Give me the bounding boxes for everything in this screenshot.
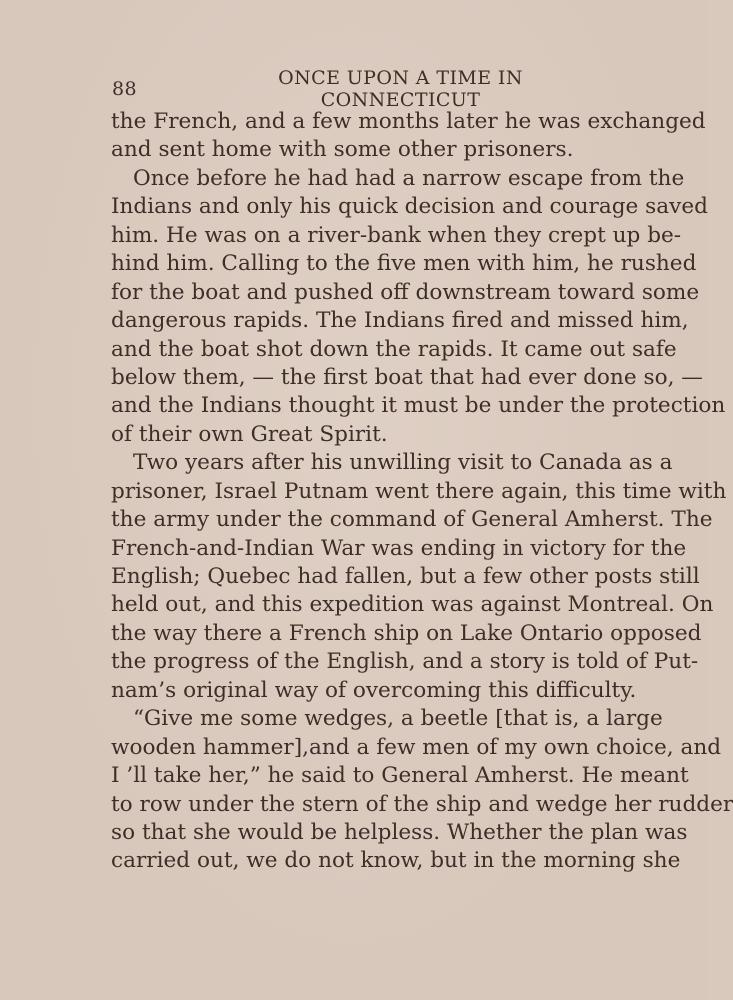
text-line: and the Indians thought it must be under the protection: [111, 393, 726, 419]
text-line: the progress of the English, and a story is told of Put-: [111, 649, 699, 675]
page-header: [112, 67, 655, 111]
text-line: held out, and this expedition was against Montreal. On: [111, 592, 714, 618]
text-line: carried out, we do not know, but in the morning she: [111, 848, 681, 874]
text-line: the army under the command of General Amherst. The: [111, 507, 713, 533]
text-line: and sent home with some other prisoners.: [111, 137, 574, 163]
text-line: so that she would be helpless. Whether the plan was: [111, 819, 688, 845]
body-text: [111, 108, 733, 876]
text-line: nam’s original way of overcoming this difficulty.: [111, 677, 637, 703]
page-number: 88: [112, 78, 137, 100]
text-line: of their own Great Spirit.: [111, 421, 388, 447]
text-line: I ’ll take her,” he said to General Amherst. He meant: [111, 763, 689, 789]
text-line: the French, and a few months later he was exchanged: [111, 109, 706, 134]
text-line: Indians and only his quick decision and courage saved: [111, 194, 708, 220]
text-line: dangerous rapids. The Indians fired and missed him,: [111, 308, 689, 334]
text-line: wooden hammer],and a few men of my own choice, and: [111, 734, 722, 760]
text-line: him. He was on a river-bank when they crept up be-: [111, 222, 682, 248]
text-line: French-and-Indian War was ending in victory for the: [111, 535, 687, 561]
text-line: Once before he had had a narrow escape from the: [133, 165, 685, 191]
running-head: ONCE UPON A TIME IN CONNECTICUT: [278, 67, 523, 111]
text-line: to row under the stern of the ship and wedge her rudder: [111, 791, 733, 817]
text-line: English; Quebec had fallen, but a few other posts still: [111, 564, 700, 589]
text-line: below them, — the first boat that had ever done so, —: [111, 364, 703, 390]
text-line: “Give me some wedges, a beetle [that is, a large: [133, 706, 663, 732]
text-line: prisoner, Israel Putnam went there again, this time with: [111, 478, 727, 504]
text-line: for the boat and pushed off downstream toward some: [111, 279, 700, 305]
text-line: the way there a French ship on Lake Ontario opposed: [111, 620, 702, 646]
text-line: Two years after his unwilling visit to Canada as a: [133, 450, 673, 476]
text-line: and the boat shot down the rapids. It came out safe: [111, 336, 677, 362]
text-line: hind him. Calling to the five men with him, he rushed: [111, 251, 697, 277]
